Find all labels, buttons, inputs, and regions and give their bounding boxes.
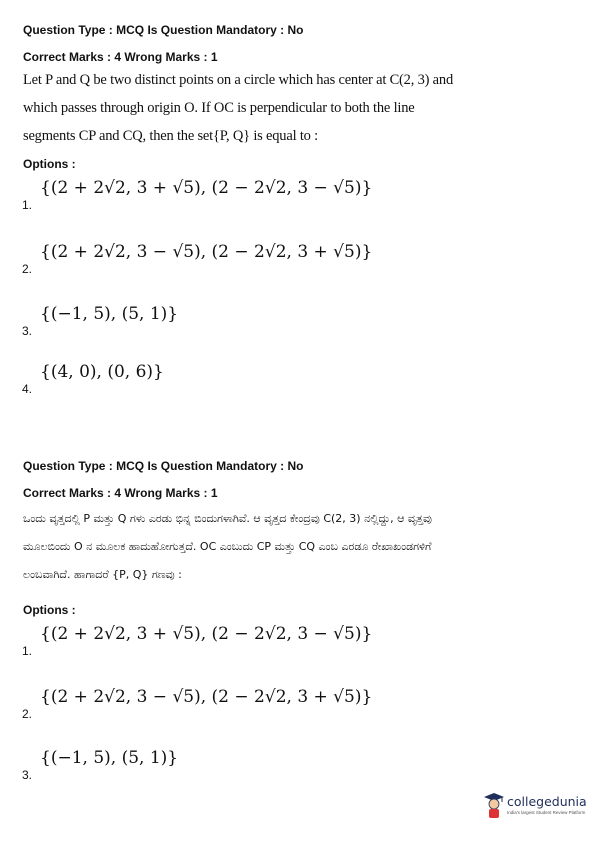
marks-line: Correct Marks : 4 Wrong Marks : 1 xyxy=(23,50,218,64)
brand-name: collegedunia xyxy=(507,794,587,809)
option-number: 4. xyxy=(22,382,33,396)
graduate-mascot-icon xyxy=(483,791,505,819)
option-text: {(4, 0), (0, 6)} xyxy=(40,362,164,382)
question-text: ಒಂದು ವೃತ್ತದಲ್ಲಿ P ಮತ್ತು Q ಗಳು ಎರಡು ಭಿನ್ನ ಬಿಂದುಗಳಾಗಿವೆ. ಆ ವೃತ್ತದ ಕೇಂದ್ರವು C(2, 3) ನಲ್ಲಿದ್ದು, ಆ ವೃತ್ತವು ಮೂಲಬಿಂದು O ನ ಮೂಲಕ ಹಾದುಹೋಗುತ್ತದೆ. OC ಎಂಬುದು CP ಮತ್ತು CQ ಎಂಬ ಎರಡೂ ರೇಖಾಖಂಡಗಳಿಗೆ ಲಂಬವಾಗಿದೆ. ಹಾಗಾದರೆ {P, Q} ಗಣವು : xyxy=(23,512,432,581)
option-text: {(2 + 2√2, 3 + √5), (2 − 2√2, 3 − √5)} xyxy=(40,178,373,198)
option-number: 1. xyxy=(22,198,33,212)
question-type-line: Question Type : MCQ Is Question Mandatory : No xyxy=(23,23,304,37)
option-number: 3. xyxy=(22,324,33,338)
option-number: 2. xyxy=(22,262,33,276)
question-text: Let P and Q be two distinct points on a circle which has center at C(2, 3) and which passes through origin O. If OC is perpendicular to both the line segments CP and CQ, then the set{P, Q} is equal to : xyxy=(23,72,454,144)
option-text: {(2 + 2√2, 3 − √5), (2 − 2√2, 3 + √5)} xyxy=(40,687,373,707)
option-number: 2. xyxy=(22,707,33,721)
options-label: Options : xyxy=(23,603,76,617)
marks-line: Correct Marks : 4 Wrong Marks : 1 xyxy=(23,486,218,500)
options-label: Options : xyxy=(23,157,76,171)
brand-tagline: India's largest Student Review Platform xyxy=(507,810,586,815)
option-text: {(−1, 5), (5, 1)} xyxy=(40,748,179,768)
question-type-line: Question Type : MCQ Is Question Mandatory : No xyxy=(23,459,304,473)
option-number: 1. xyxy=(22,644,33,658)
option-text: {(−1, 5), (5, 1)} xyxy=(40,304,179,324)
option-text: {(2 + 2√2, 3 − √5), (2 − 2√2, 3 + √5)} xyxy=(40,242,373,262)
option-number: 3. xyxy=(22,768,33,782)
option-text: {(2 + 2√2, 3 + √5), (2 − 2√2, 3 − √5)} xyxy=(40,624,373,644)
brand-watermark xyxy=(483,791,587,821)
